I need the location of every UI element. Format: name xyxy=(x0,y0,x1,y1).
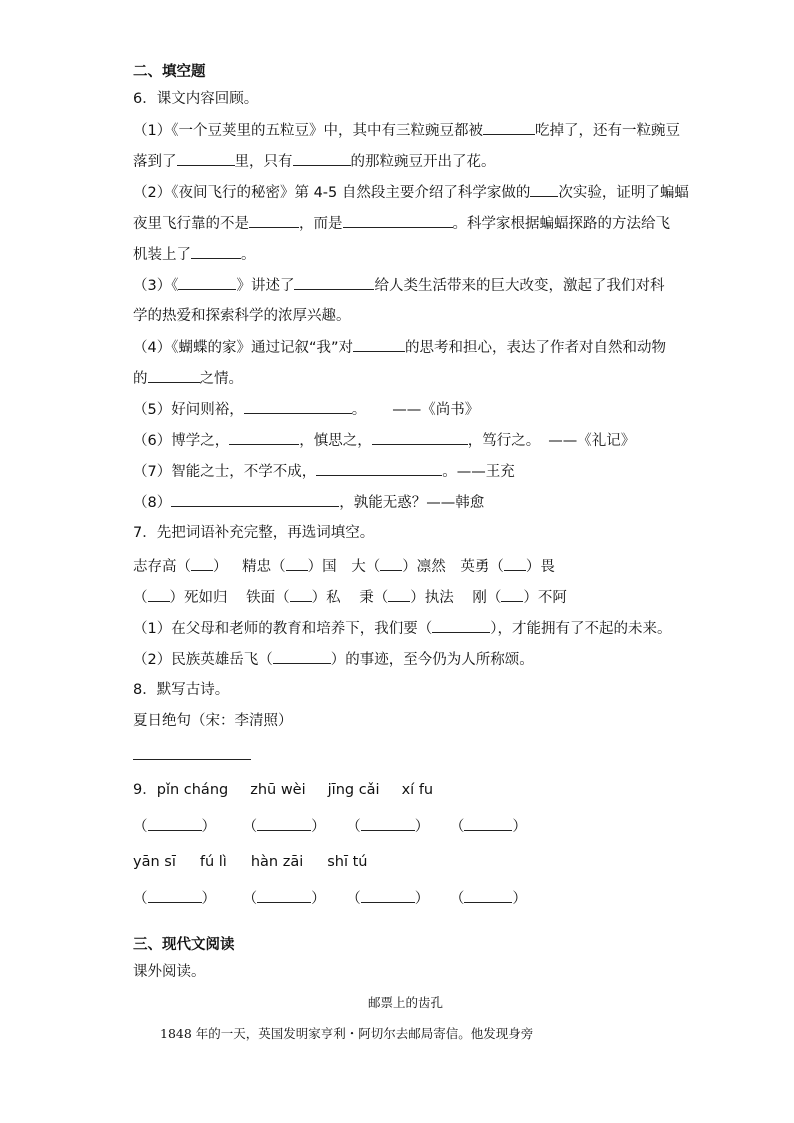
q6-item3-line1: （3）《 》讲述了 给人类生活带来的巨大改变，激起了我们对科 xyxy=(133,275,664,296)
q6-item1-line1: （1）《一个豆荚里的五粒豆》中，其中有三粒豌豆都被 吃掉了，还有一粒豌豆 xyxy=(133,120,680,141)
blank[interactable] xyxy=(178,275,236,290)
blank[interactable] xyxy=(380,556,402,571)
q7-words-row1: 志存高（ ） 精忠（ ）国 大（ ）凛然 英勇（ ）畏 xyxy=(133,556,555,577)
blank[interactable] xyxy=(191,556,213,571)
q8-answer-line[interactable] xyxy=(133,759,251,760)
blank[interactable] xyxy=(171,492,339,507)
blank[interactable] xyxy=(257,888,311,903)
blank[interactable] xyxy=(148,368,200,383)
blank[interactable] xyxy=(464,888,512,903)
blank[interactable] xyxy=(483,120,535,135)
blank[interactable] xyxy=(432,618,490,633)
q6-item2-line3: 机装上了 。 xyxy=(133,244,256,265)
question-8-stem: 8．默写古诗。 xyxy=(133,682,230,698)
q6-item4-line2: 的 之情。 xyxy=(133,368,243,389)
blank[interactable] xyxy=(353,337,405,352)
q7-sentence1: （1）在父母和老师的教育和培养下，我们要（ ），才能拥有了不起的未来。 xyxy=(133,618,671,639)
blank[interactable] xyxy=(249,213,299,228)
q6-item5: （5）好问则裕， 。 ——《尚书》 xyxy=(133,399,479,420)
q6-item6: （6）博学之， ，慎思之， ，笃行之。 ——《礼记》 xyxy=(133,430,635,451)
blank[interactable] xyxy=(148,816,202,831)
blank[interactable] xyxy=(257,816,311,831)
article-title: 邮票上的齿孔 xyxy=(368,995,444,1010)
blank[interactable] xyxy=(293,151,351,166)
blank[interactable] xyxy=(316,461,442,476)
blank[interactable] xyxy=(361,816,415,831)
blank[interactable] xyxy=(361,888,415,903)
q9-pinyin-row1: 9．pǐn cháng zhū wèi jīng cǎi xí fu xyxy=(133,782,434,798)
section-3-title: 三、现代文阅读 xyxy=(133,937,235,953)
q6-item7: （7）智能之士，不学不成， 。——王充 xyxy=(133,461,515,482)
section-3-intro: 课外阅读。 xyxy=(133,964,206,980)
question-7-stem: 7．先把词语补充完整，再选词填空。 xyxy=(133,525,375,541)
q9-answer-row1: （ ） （ ） （ ） （ ） xyxy=(133,816,527,837)
question-6-stem: 6．课文内容回顾。 xyxy=(133,91,259,107)
blank[interactable] xyxy=(177,151,235,166)
blank[interactable] xyxy=(343,213,453,228)
blank[interactable] xyxy=(501,587,523,602)
blank[interactable] xyxy=(388,587,410,602)
q6-item8: （8） ，孰能无惑？——韩愈 xyxy=(133,492,484,513)
blank[interactable] xyxy=(504,556,526,571)
blank[interactable] xyxy=(191,244,241,259)
blank[interactable] xyxy=(294,275,374,290)
blank[interactable] xyxy=(372,430,468,445)
q6-item2-line2: 夜里飞行靠的不是 ，而是 。科学家根据蝙蝠探路的方法给飞 xyxy=(133,213,670,234)
blank[interactable] xyxy=(148,587,170,602)
q6-item1-line2: 落到了 里，只有 的那粒豌豆开出了花。 xyxy=(133,151,496,172)
blank[interactable] xyxy=(464,816,512,831)
q8-poem-title: 夏日绝句（宋：李清照） xyxy=(133,713,293,729)
blank[interactable] xyxy=(530,182,558,197)
section-2-title: 二、填空题 xyxy=(133,64,206,80)
blank[interactable] xyxy=(286,556,308,571)
q7-sentence2: （2）民族英雄岳飞（ ）的事迹，至今仍为人所称颂。 xyxy=(133,649,534,670)
blank[interactable] xyxy=(148,888,202,903)
blank[interactable] xyxy=(273,649,331,664)
blank[interactable] xyxy=(229,430,299,445)
blank[interactable] xyxy=(244,399,352,414)
q7-words-row2: （ ）死如归 铁面（ ）私 秉（ ）执法 刚（ ）不阿 xyxy=(133,587,567,608)
q6-item2-line1: （2）《夜间飞行的秘密》第 4-5 自然段主要介绍了科学家做的 次实验，证明了蝙蝠 xyxy=(133,182,689,203)
q6-item3-line2: 学的热爱和探索科学的浓厚兴趣。 xyxy=(133,308,351,324)
blank[interactable] xyxy=(290,587,312,602)
article-paragraph: 1848 年的一天，英国发明家亨利・阿切尔去邮局寄信。他发现身旁 xyxy=(160,1026,534,1041)
q9-answer-row2: （ ） （ ） （ ） （ ） xyxy=(133,888,527,909)
q6-item4-line1: （4）《蝴蝶的家》通过记叙“我”对 的思考和担心，表达了作者对自然和动物 xyxy=(133,337,666,358)
q9-pinyin-row2: yān sī fú lì hàn zāi shī tú xyxy=(133,854,368,870)
